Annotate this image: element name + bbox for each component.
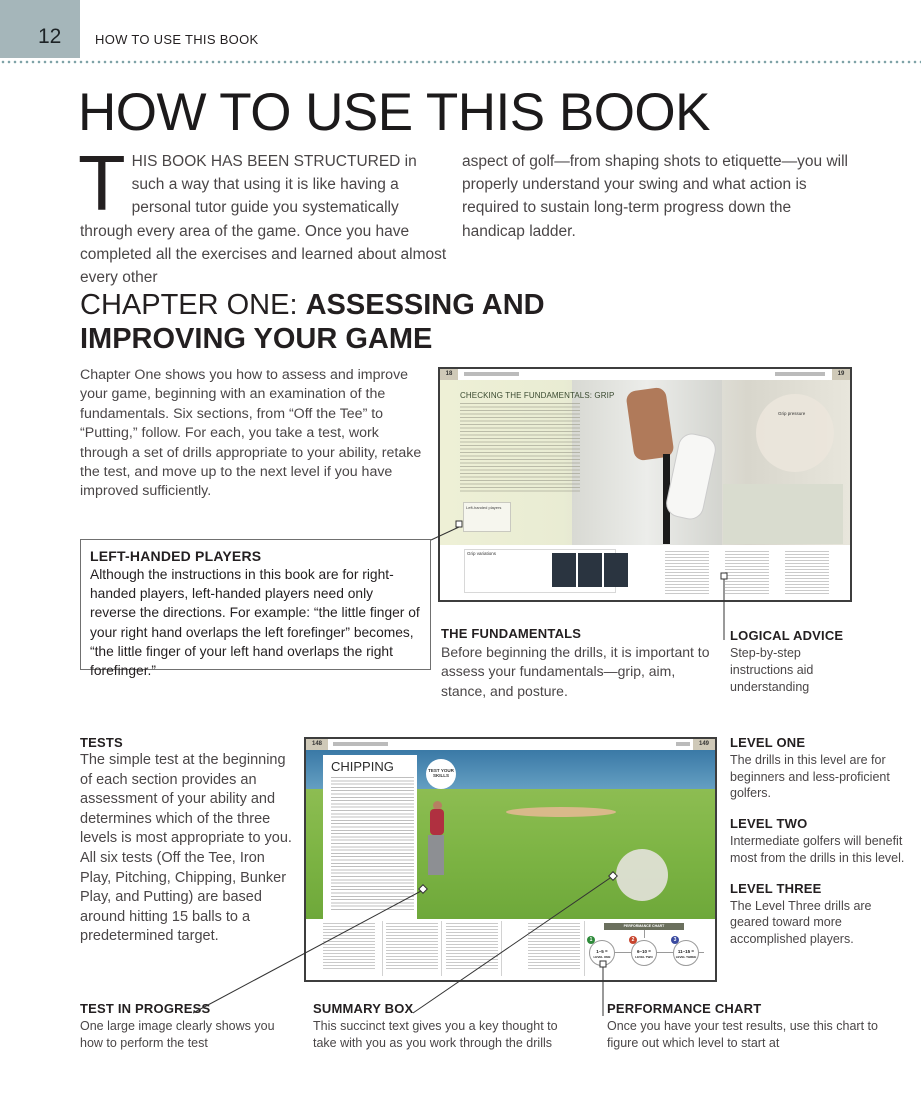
intro-left-column <box>78 139 450 289</box>
left-handed-body: Although the instructions in this book are for right-handed players, left-handed players need only reverse the directions. For example: “the little finger of your right hand overlaps the left forefinger” becomes, “the little finger of your left hand overlaps the right forefinger.” <box>90 567 420 679</box>
performance-chart-title: PERFORMANCE CHART <box>607 1001 762 1016</box>
performance-chart-bar: PERFORMANCE CHART <box>604 923 684 930</box>
level-one-body: The drills in this level are for beginners and less-proficient golfers. <box>730 753 890 801</box>
spread-grip-variations-label: Grip variations <box>467 551 497 556</box>
spread-left-page-number: 18 <box>440 369 458 380</box>
dotted-rule <box>0 60 921 64</box>
tests-callout <box>80 735 295 947</box>
spread-test-text <box>323 923 375 971</box>
drop-cap: T <box>78 139 126 227</box>
levels-callouts <box>730 735 910 962</box>
spread-right-running-head <box>775 372 825 376</box>
bunker-image <box>506 807 616 817</box>
performance-chart-body: Once you have your test results, use this chart to figure out which level to start at <box>607 1019 878 1050</box>
spread-right-page-number: 149 <box>693 739 715 750</box>
level-two-badge: 2 <box>629 936 637 944</box>
level-three-callout <box>730 881 910 948</box>
chapter-heading-prefix: CHAPTER ONE: <box>80 289 306 321</box>
performance-chart-callout <box>607 1001 897 1051</box>
level-three-range: 11–15 = <box>677 949 695 954</box>
level-one-label: LEVEL ONE <box>593 955 611 959</box>
spread-step-3 <box>528 923 580 971</box>
summary-bubble <box>616 849 668 901</box>
grip-photo <box>578 553 602 587</box>
spread-chipping-title: CHIPPING <box>331 759 394 774</box>
spread-step-3 <box>785 551 829 595</box>
test-in-progress-title: TEST IN PROGRESS <box>80 1001 211 1016</box>
logical-advice-callout <box>730 628 850 696</box>
logical-advice-body: Step-by-step instructions aid understanding <box>730 646 814 694</box>
level-two-label: LEVEL TWO <box>635 955 653 959</box>
grip-photo <box>552 553 576 587</box>
spread-title: CHECKING THE FUNDAMENTALS: GRIP <box>460 391 615 400</box>
test-your-skills-badge: TEST YOUR SKILLS <box>426 759 456 789</box>
grip-photo <box>604 553 628 587</box>
spread-grip-pressure-circle <box>756 394 834 472</box>
golfer-legs-image <box>428 835 444 875</box>
level-two-circle <box>631 940 657 966</box>
column-divider <box>382 921 383 976</box>
level-one-callout <box>730 735 910 802</box>
left-handed-title: LEFT-HANDED PLAYERS <box>90 548 262 564</box>
level-two-title: LEVEL TWO <box>730 816 808 832</box>
spread-thumbnail-chipping <box>304 737 717 982</box>
column-divider <box>584 921 585 976</box>
level-two-range: 6–10 = <box>637 949 651 954</box>
logical-advice-title: LOGICAL ADVICE <box>730 628 844 643</box>
spread-header <box>306 739 715 750</box>
spread-step-2 <box>725 551 769 595</box>
running-head: HOW TO USE THIS BOOK <box>95 32 259 47</box>
intro-left-text: HIS BOOK HAS BEEN STRUCTURED in such a way that using it is like having a personal tutor guide you systematically through every area of the game. Once you have completed all the exercises and learned about almost every other <box>80 153 447 287</box>
spread-left-running-head <box>333 742 388 746</box>
golfer-shirt-image <box>430 809 444 835</box>
spread-body-text <box>460 403 580 493</box>
performance-chart-connector <box>644 930 645 938</box>
column-divider <box>501 921 502 976</box>
spread-right-page-number: 19 <box>832 369 850 380</box>
intro-right-column: aspect of golf—from shaping shots to etiquette—you will properly understand your swing and what action is required to sustain long-term progress down the handicap ladder. <box>462 153 848 240</box>
spread-step-2 <box>446 923 498 971</box>
level-one-badge: 1 <box>587 936 595 944</box>
spread-step-1 <box>386 923 438 971</box>
column-divider <box>441 921 442 976</box>
spread-step-1 <box>665 551 709 595</box>
chapter-heading-title: ASSESSING AND IMPROVING YOUR GAME <box>80 289 545 355</box>
level-three-circle <box>673 940 699 966</box>
spread-grip-pressure-label: Grip pressure <box>778 411 806 416</box>
level-three-body: The Level Three drills are geared toward more accomplished players. <box>730 898 872 946</box>
spread-left-handed-box: Left-handed players <box>463 502 511 532</box>
tests-body: The simple test at the beginning of each section provides an assessment of your ability and determines which of the three levels is most appropriate to you. All six tests (Off the Tee, Iron Play, Pitching, Chipping, Bunker Play, and Putting) are based around hitting 15 balls to a predetermined target. <box>80 752 292 945</box>
level-one-circle <box>589 940 615 966</box>
level-three-title: LEVEL THREE <box>730 880 822 896</box>
page-title: HOW TO USE THIS BOOK <box>78 83 711 142</box>
test-in-progress-body: One large image clearly shows you how to perform the test <box>80 1019 275 1050</box>
spread-right-running-head <box>676 742 690 746</box>
fundamentals-body: Before beginning the drills, it is important to assess your fundamentals—grip, aim, stance, and posture. <box>441 644 710 699</box>
spread-left-running-head <box>464 372 519 376</box>
left-handed-players-box <box>80 539 431 679</box>
level-three-badge: 3 <box>671 936 679 944</box>
level-one-title: LEVEL ONE <box>730 735 806 750</box>
fundamentals-callout <box>441 626 716 701</box>
level-three-label: LEVEL THREE <box>675 955 697 959</box>
spread-thumbnail-fundamentals <box>438 367 852 602</box>
chapter-body: Chapter One shows you how to assess and improve your game, beginning with an examination of the fundamentals. Six sections, from “Off the Tee” to “Putting,” follow. For each, you take a test, work through a set of drills appropriate to your ability, retake the test, and move up to the next level if you have improved sufficiently. <box>80 367 422 500</box>
spread-body-text <box>331 777 414 912</box>
spread-left-page-number: 148 <box>306 739 328 750</box>
summary-box-body: This succinct text gives you a key thought to take with you as you work through the drills <box>313 1019 558 1050</box>
level-two-body: Intermediate golfers will benefit most from the drills in this level. <box>730 834 905 865</box>
tests-title: TESTS <box>80 735 123 750</box>
level-two-callout <box>730 816 910 866</box>
page-number: 12 <box>38 25 62 48</box>
test-in-progress-callout <box>80 1001 300 1051</box>
spread-grip-photos <box>723 484 843 544</box>
chapter-heading <box>80 288 560 356</box>
spread-header <box>440 369 850 380</box>
fundamentals-title: THE FUNDAMENTALS <box>441 626 582 641</box>
summary-box-callout <box>313 1001 573 1051</box>
summary-box-title: SUMMARY BOX <box>313 1001 414 1016</box>
level-one-range: 1–5 = <box>596 949 608 954</box>
